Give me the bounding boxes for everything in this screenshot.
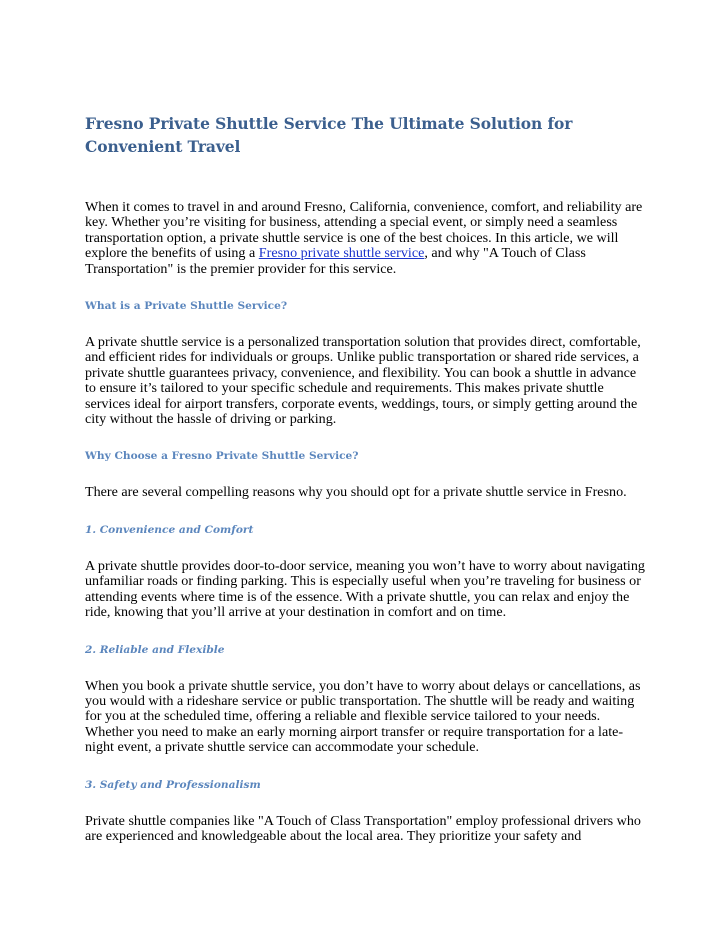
reason-paragraph-reliable: When you book a private shuttle service, you don’t have to worry about delays or cancellations, as you would with a rideshare service or public transportation. The shuttle will be ready and waiting for you at the scheduled time, offering a reliable and flexible service tailored to your needs. Whether you need to make an early morning airport transfer or require transportation for a late-night event, a private shuttle service can accommodate your schedule. [85,677,641,756]
section-heading-what-is: What is a Private Shuttle Service? [85,300,288,313]
spacer [85,427,645,449]
document-content [85,112,645,844]
spacer [85,537,645,559]
section-paragraph-why-choose: There are several compelling reasons why you should opt for a private shuttle service in Fresno. [85,484,627,501]
intro-paragraph [85,200,645,277]
spacer [85,756,645,778]
spacer [85,621,645,643]
fresno-shuttle-link[interactable]: Fresno private shuttle service [258,245,425,262]
section-paragraph-what-is: A private shuttle service is a personalized transportation solution that provides direct, comfortable, and efficient rides for individuals or groups. Unlike public transportation or shared ride services, a private shuttle guarantees privacy, convenience, and flexibility. You can book a shuttle in advance to ensure it’s tailored to your specific schedule and requirements. This makes private shuttle services ideal for airport transfers, corporate events, weddings, tours, or simply getting around the city without the hassle of driving or parking. [85,334,641,428]
spacer [85,463,645,485]
spacer [85,501,645,523]
reason-heading-convenience: 1. Convenience and Comfort [85,523,254,536]
reason-paragraph-safety: Private shuttle companies like "A Touch of Class Transportation" employ professional drivers who are experienced and knowledgeable about the local area. They prioritize your safety and [85,812,641,844]
intro-text-after-link: , and why "A Touch of Class Transportation" is the premier provider for this service. [85,245,586,277]
reason-heading-safety: 3. Safety and Professionalism [85,778,261,791]
reason-paragraph-convenience: A private shuttle provides door-to-door service, meaning you won’t have to worry about navigating unfamiliar roads or finding parking. This is especially useful when you’re traveling for business or attending events where time is of the essence. With a private shuttle, you can relax and enjoy the ride, knowing that you’ll arrive at your destination in comfort and on time. [85,557,645,621]
section-heading-why-choose: Why Choose a Fresno Private Shuttle Service? [85,450,359,463]
spacer [85,313,645,335]
page-title: Fresno Private Shuttle Service The Ultimate Solution for Convenient Travel [85,114,573,156]
spacer [85,792,645,814]
reason-heading-reliable: 2. Reliable and Flexible [85,643,225,656]
intro-text-before-link: When it comes to travel in and around Fresno, California, convenience, comfort, and reliability are key. Whether you’re visiting for business, attending a special event, or simply need a seamless transportation option, a private shuttle service is one of the best choices. In this article, we will explore the benefits of using a [85,199,643,262]
spacer [85,277,645,299]
spacer [85,657,645,679]
